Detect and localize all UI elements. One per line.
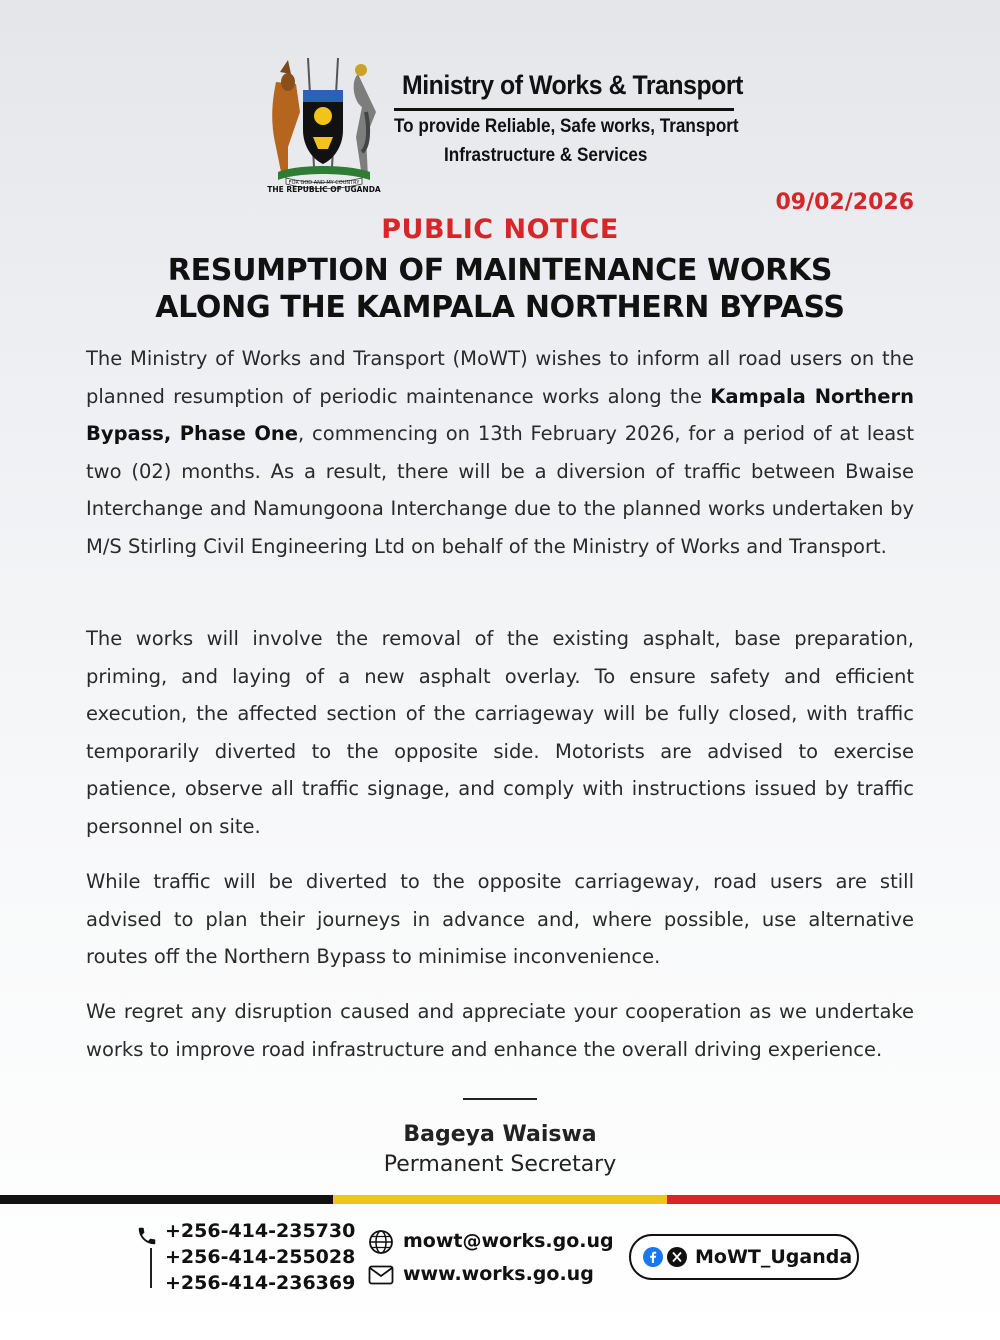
website-link[interactable]: www.works.go.ug [403,1263,594,1285]
phone-number-1[interactable]: +256-414-235730 [165,1220,356,1242]
flag-stripe-red [667,1195,1000,1204]
x-icon [667,1247,687,1267]
flag-stripe [0,1195,1000,1204]
ministry-name: Ministry of Works & Transport [402,70,743,100]
notice-label: PUBLIC NOTICE [381,214,619,245]
flag-stripe-black [0,1195,333,1204]
notice-date: 09/02/2026 [775,190,914,215]
notice-title-line-2: ALONG THE KAMPALA NORTHERN BYPASS [155,290,845,325]
signatory-title: Permanent Secretary [383,1152,617,1177]
social-handle: MoWT_Uganda [695,1246,853,1268]
body-paragraph-1 [86,340,914,565]
header-rule [394,108,734,111]
phone-number-3[interactable]: +256-414-236369 [165,1272,356,1294]
body-paragraph-4: We regret any disruption caused and appreciate your cooperation as we undertake works to improve road infrastructure and enhance the overall driving experience. [86,1000,914,1061]
uganda-coat-of-arms [258,52,388,192]
mail-icon [368,1265,394,1285]
social-handle-pill[interactable] [629,1234,859,1280]
phone-divider [150,1248,152,1288]
facebook-icon [643,1247,663,1267]
body-paragraph-1-text-a: The Ministry of Works and Transport (MoWT) wishes to inform all road users on the planned resumption of periodic maintenance works along the [86,347,914,408]
signature-line [463,1098,537,1100]
coat-caption: THE REPUBLIC OF UGANDA [267,185,381,192]
flag-stripe-yellow [333,1195,666,1204]
body-paragraph-1-text-b: , commencing on 13th February 2026, for a period of at least two (02) months. As a result, there will be a diversion of traffic between Bwaise Interchange and Namungoona Interchange due to the planned works undertaken by M/S Stirling Civil Engineering Ltd on behalf of the Ministry of Works and Transport. [86,422,914,558]
motto-line-1: To provide Reliable, Safe works, Transport [394,116,739,137]
notice-title-line-1: RESUMPTION OF MAINTENANCE WORKS [167,253,833,288]
globe-icon [368,1229,394,1255]
body-paragraph-3: While traffic will be diverted to the opposite carriageway, road users are still advised to plan their journeys in advance and, where possible, use alternative routes off the Northern Bypass to minimise inconvenience. [86,870,914,968]
phone-icon [136,1225,158,1247]
motto-line-2: Infrastructure & Services [444,145,648,166]
body-paragraph-1-highlight: Kampala Northern Bypass, Phase One [86,384,914,445]
signatory-name: Bageya Waiswa [403,1122,597,1147]
body-paragraph-2: The works will involve the removal of the existing asphalt, base preparation, priming, and laying of a new asphalt overlay. To ensure safety and efficient execution, the affected section of the carriageway will be fully closed, with traffic temporarily diverted to the opposite side. Motorists are advised to exercise patience, observe all traffic signage, and comply with instructions issued by traffic personnel on site. [86,627,914,838]
phone-number-2[interactable]: +256-414-255028 [165,1246,356,1268]
email-link[interactable]: mowt@works.go.ug [403,1230,614,1252]
coat-motto: FOR GOD AND MY COUNTRY [288,180,360,186]
